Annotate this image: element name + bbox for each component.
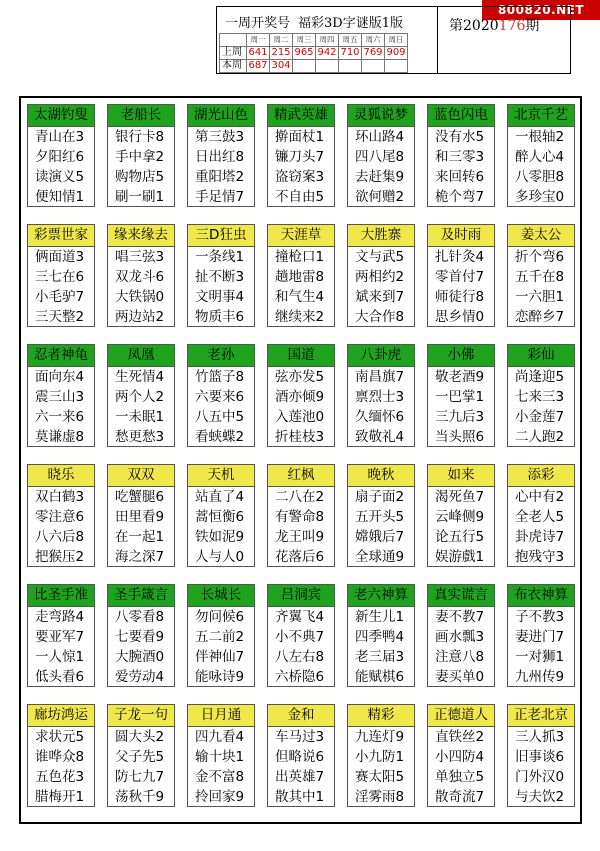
riddle-line: 五开头5 [355,509,405,525]
results-table [219,33,408,73]
draw-number [385,60,408,73]
riddle-line: 散其中1 [275,789,325,805]
riddle-author: 天涯草 [268,225,334,247]
riddle-line: 小四防4 [435,749,485,765]
riddle-author: 湖光山色 [188,105,254,127]
riddle-line: 九州传9 [515,669,565,685]
draw-number: 909 [386,47,406,58]
riddle-line: 唱三弦3 [115,249,165,265]
riddle-line: 老三届3 [355,649,405,665]
riddle-line: 双白鹤3 [35,489,85,505]
riddle-card [427,704,495,807]
riddle-line: 淫雾雨8 [355,789,405,805]
riddle-card [27,344,95,447]
riddle-line: 震三山3 [35,389,85,405]
riddle-card [267,344,335,447]
riddle-line: 圆大头2 [115,729,165,745]
riddle-line: 三人抓3 [515,729,565,745]
riddle-author: 凤凰 [108,345,174,367]
riddle-line: 擀面杖1 [275,129,325,145]
riddle-line: 与夫饮2 [515,789,565,805]
riddle-line: 不自由5 [275,189,325,205]
riddle-line: 铁如泥9 [195,529,245,545]
draw-number: 942 [317,47,337,58]
riddle-author: 灵狐说梦 [348,105,414,127]
riddle-author: 比圣手准 [28,585,94,607]
riddle-line: 银行卡8 [115,129,165,145]
riddle-line: 没有水5 [435,129,485,145]
riddle-line: 低头看6 [35,669,85,685]
riddle-author: 天机 [188,465,254,487]
riddle-author: 老孙 [188,345,254,367]
riddle-card [187,464,255,567]
riddle-line: 拎回家9 [195,789,245,805]
riddle-author: 三D狂虫 [188,225,254,247]
riddle-line: 两个人2 [115,389,165,405]
riddle-line: 折个弯6 [515,249,565,265]
riddle-line: 醉人心4 [515,149,565,165]
riddle-line: 把猴压2 [35,549,85,565]
riddle-card [347,224,415,327]
riddle-line: 六桥隐6 [275,669,325,685]
riddle-card [507,344,575,447]
riddle-line: 直铁丝2 [435,729,485,745]
riddle-line: 入莲池0 [275,409,325,425]
riddle-line: 爱劳动4 [115,669,165,685]
riddle-line: 五千在8 [515,269,565,285]
riddle-line: 八左右8 [275,649,325,665]
riddle-author: 彩票世家 [28,225,94,247]
riddle-line: 小不典7 [275,629,325,645]
riddle-line: 俩面道3 [35,249,85,265]
riddle-card [107,584,175,687]
riddle-line: 师徒行8 [435,289,485,305]
riddle-line: 愁更愁3 [115,429,165,445]
riddle-line: 扯不断3 [195,269,245,285]
riddle-line: 子不教3 [515,609,565,625]
riddle-line: 能咏诗9 [195,669,245,685]
riddle-line: 三天整2 [35,309,85,325]
riddle-card [427,104,495,207]
riddle-line: 竹篮子8 [195,369,245,385]
riddle-line: 二八在2 [275,489,325,505]
draw-number: 304 [271,60,291,71]
riddle-card [267,104,335,207]
riddle-line: 莫谦虚8 [35,429,85,445]
riddle-line: 门外汉0 [515,769,565,785]
riddle-line: 趟地雷8 [275,269,325,285]
riddle-author: 及时雨 [428,225,494,247]
riddle-line: 龙王叫9 [275,529,325,545]
riddle-line: 嫦娥后7 [355,529,405,545]
riddle-card [107,104,175,207]
riddle-line: 读演义5 [35,169,85,185]
riddle-line: 全球通9 [355,549,405,565]
day-header: 周三 [293,34,316,47]
draw-number: 641 [248,47,268,58]
draw-number [362,60,385,73]
riddle-line: 小毛驴7 [35,289,85,305]
riddle-line: 禀烈士3 [355,389,405,405]
riddle-author: 如来 [428,465,494,487]
riddle-line: 日出红8 [195,149,245,165]
riddle-author: 吕洞宾 [268,585,334,607]
riddle-line: 妻买单0 [435,669,485,685]
riddle-line: 画水瓢3 [435,629,485,645]
riddle-line: 一六胆1 [515,289,565,305]
riddle-line: 大合作8 [355,309,405,325]
riddle-line: 去赶集9 [355,169,405,185]
day-header: 周六 [362,34,385,47]
riddle-author: 布衣神算 [508,585,574,607]
riddle-card [27,584,95,687]
riddle-line: 欲何赠2 [355,189,405,205]
riddle-card [347,584,415,687]
riddle-line: 全老人5 [515,509,565,525]
riddle-line: 抱残守3 [515,549,565,565]
riddle-author: 彩仙 [508,345,574,367]
riddle-author: 小佛 [428,345,494,367]
riddle-author: 红枫 [268,465,334,487]
riddle-card [187,584,255,687]
riddle-card [27,704,95,807]
riddle-line: 旧事谈6 [515,749,565,765]
riddle-line: 小九防1 [355,749,405,765]
riddle-author: 子龙一句 [108,705,174,727]
riddle-author: 双双 [108,465,174,487]
riddle-line: 零注意6 [35,509,85,525]
draw-number [339,60,362,73]
riddle-line: 一未眠1 [115,409,165,425]
last-week-row [220,47,408,60]
riddle-line: 夕阳红6 [35,149,85,165]
riddle-line: 斌来到7 [355,289,405,305]
riddle-line: 购物店5 [115,169,165,185]
riddle-line: 刷一刷1 [115,189,165,205]
draw-number: 965 [294,47,314,58]
riddle-line: 四九看4 [195,729,245,745]
riddle-line: 恋醉乡7 [515,309,565,325]
riddle-line: 五色花3 [35,769,85,785]
riddle-line: 环山路4 [355,129,405,145]
riddle-line: 便知情1 [35,189,85,205]
riddle-line: 生死情4 [115,369,165,385]
riddle-line: 荡秋千9 [115,789,165,805]
riddle-author: 北京千艺 [508,105,574,127]
riddle-line: 弦亦发5 [275,369,325,385]
riddle-author: 长城长 [188,585,254,607]
day-header: 周一 [247,34,270,47]
riddle-line: 海之深7 [115,549,165,565]
riddle-line: 但略说6 [275,749,325,765]
riddle-card [507,224,575,327]
riddle-card [187,224,255,327]
weekly-results-panel [216,6,571,74]
riddle-card [187,104,255,207]
riddle-line: 妻进门7 [515,629,565,645]
riddle-line: 扇子面2 [355,489,405,505]
draw-number: 710 [340,47,360,58]
riddle-card [187,344,255,447]
riddle-line: 娱游戲1 [435,549,485,565]
riddle-line: 出英雄7 [275,769,325,785]
riddle-line: 八零看8 [115,609,165,625]
riddle-line: 双龙斗6 [115,269,165,285]
results-left [217,7,438,73]
riddle-line: 桅个弯7 [435,189,485,205]
riddle-line: 多珍宝0 [515,189,565,205]
riddle-line: 大铁锅0 [115,289,165,305]
riddle-line: 四八尾8 [355,149,405,165]
riddle-line: 七要看9 [115,629,165,645]
riddle-line: 二人跑2 [515,429,565,445]
riddle-line: 重阳塔2 [195,169,245,185]
draw-number: 769 [363,47,383,58]
riddle-line: 和三零3 [435,149,485,165]
riddle-line: 第三鼓3 [195,129,245,145]
riddle-line: 久缅怀6 [355,409,405,425]
riddle-line: 尚逢迎5 [515,369,565,385]
riddle-author: 八卦虎 [348,345,414,367]
issue-suffix: 期 [525,18,540,34]
riddle-line: 吃蟹腿6 [115,489,165,505]
draw-number [293,60,316,73]
riddle-card [507,704,575,807]
day-header: 周五 [339,34,362,47]
riddle-author: 蓝色闪电 [428,105,494,127]
riddle-line: 渴死鱼7 [435,489,485,505]
riddle-line: 青山在3 [35,129,85,145]
riddle-line: 来回转6 [435,169,485,185]
draw-number: 215 [271,47,291,58]
riddle-card [427,344,495,447]
riddle-line: 镰刀头7 [275,149,325,165]
issue-number [449,15,539,35]
riddle-card [107,464,175,567]
riddle-card [507,584,575,687]
riddle-line: 走弯路4 [35,609,85,625]
riddle-author: 老船长 [108,105,174,127]
riddle-line: 田里看9 [115,509,165,525]
riddle-line: 小金莲7 [515,409,565,425]
day-header-row [220,34,408,47]
riddle-line: 手中拿2 [115,149,165,165]
riddle-card [427,584,495,687]
riddle-line: 文明事4 [195,289,245,305]
riddle-line: 心中有2 [515,489,565,505]
riddle-line: 八六后8 [35,529,85,545]
riddle-line: 面向东4 [35,369,85,385]
riddle-line: 散奇流7 [435,789,485,805]
riddle-line: 蒿恒衡6 [195,509,245,525]
riddle-card [427,224,495,327]
riddle-line: 三七在6 [35,269,85,285]
riddle-author: 忍者神龟 [28,345,94,367]
riddle-line: 站直了4 [195,489,245,505]
riddle-line: 物质丰6 [195,309,245,325]
riddle-line: 花落后6 [275,549,325,565]
riddle-line: 一根轴2 [515,129,565,145]
riddle-author: 老六神算 [348,585,414,607]
riddle-author: 圣手箴言 [108,585,174,607]
riddle-card [427,464,495,567]
riddle-author: 添彩 [508,465,574,487]
riddle-grid [19,96,582,824]
riddle-line: 有警命8 [275,509,325,525]
riddle-line: 谁哗众8 [35,749,85,765]
riddle-line: 和气生4 [275,289,325,305]
riddle-author: 正德道人 [428,705,494,727]
riddle-line: 金不富8 [195,769,245,785]
riddle-line: 论五行5 [435,529,485,545]
row-label: 上周 [220,47,247,60]
riddle-line: 车马过3 [275,729,325,745]
riddle-card [347,104,415,207]
riddle-line: 一条线1 [195,249,245,265]
riddle-line: 勿问候6 [195,609,245,625]
riddle-line: 齐翼飞4 [275,609,325,625]
riddle-line: 五二前2 [195,629,245,645]
riddle-author: 晓乐 [28,465,94,487]
riddle-line: 手足情7 [195,189,245,205]
riddle-line: 当头照6 [435,429,485,445]
riddle-card [107,224,175,327]
riddle-author: 大胜寨 [348,225,414,247]
riddle-card [507,104,575,207]
riddle-line: 新生儿1 [355,609,405,625]
draw-number: 687 [248,60,268,71]
day-header: 周四 [316,34,339,47]
riddle-line: 九连灯9 [355,729,405,745]
riddle-line: 伴神仙7 [195,649,245,665]
issue-prefix: 第2020 [449,18,499,34]
riddle-author: 姜太公 [508,225,574,247]
riddle-line: 盗窃案3 [275,169,325,185]
riddle-author: 缘来缘去 [108,225,174,247]
riddle-line: 酒亦倾9 [275,389,325,405]
riddle-line: 要亚军7 [35,629,85,645]
riddle-card [267,584,335,687]
riddle-card [27,224,95,327]
riddle-author: 金和 [268,705,334,727]
riddle-author: 精武英雄 [268,105,334,127]
this-week-row [220,60,408,73]
riddle-line: 求状元5 [35,729,85,745]
riddle-line: 思乡情0 [435,309,485,325]
riddle-card [27,464,95,567]
riddle-line: 卦虎诗7 [515,529,565,545]
riddle-author: 精彩 [348,705,414,727]
riddle-line: 三九后3 [435,409,485,425]
riddle-line: 八零胆8 [515,169,565,185]
riddle-line: 致敬礼4 [355,429,405,445]
subtitle-text: 福彩3D字谜版1版 [298,16,403,31]
riddle-card [267,704,335,807]
riddle-line: 八五中5 [195,409,245,425]
riddle-line: 父子先5 [115,749,165,765]
riddle-author: 正老北京 [508,705,574,727]
riddle-line: 四季鸭4 [355,629,405,645]
riddle-line: 撞枪口1 [275,249,325,265]
riddle-card [27,104,95,207]
riddle-card [107,704,175,807]
riddle-line: 注意八8 [435,649,485,665]
riddle-card [347,704,415,807]
panel-title [225,12,403,31]
riddle-author: 国道 [268,345,334,367]
draw-number [316,60,339,73]
riddle-line: 七来三3 [515,389,565,405]
riddle-line: 一巴掌1 [435,389,485,405]
riddle-card [107,344,175,447]
riddle-author: 真实谎言 [428,585,494,607]
riddle-line: 在一起1 [115,529,165,545]
riddle-line: 一对狮1 [515,649,565,665]
riddle-card [267,464,335,567]
riddle-line: 一人惊1 [35,649,85,665]
riddle-line: 人与人0 [195,549,245,565]
riddle-line: 南昌旗7 [355,369,405,385]
riddle-line: 单独立5 [435,769,485,785]
row-label: 本周 [220,60,247,73]
riddle-line: 赛太阳5 [355,769,405,785]
riddle-line: 文与武5 [355,249,405,265]
riddle-line: 云峰侧9 [435,509,485,525]
riddle-author: 廊坊鸿运 [28,705,94,727]
day-header: 周日 [385,34,408,47]
riddle-line: 腊梅开1 [35,789,85,805]
riddle-author: 太湖钓叟 [28,105,94,127]
riddle-line: 两边站2 [115,309,165,325]
riddle-card [347,464,415,567]
riddle-line: 折桂枝3 [275,429,325,445]
riddle-line: 六一来6 [35,409,85,425]
riddle-author: 日月通 [188,705,254,727]
riddle-line: 防七九7 [115,769,165,785]
riddle-line: 两相约2 [355,269,405,285]
day-header: 周二 [270,34,293,47]
title-text: 一周开奖号 [225,16,291,31]
watermark: 800820.NET [482,0,600,20]
riddle-line: 能赋棋6 [355,669,405,685]
riddle-card [267,224,335,327]
riddle-line: 看蛱蝶2 [195,429,245,445]
riddle-card [507,464,575,567]
issue-value: 176 [498,18,526,34]
riddle-line: 六要来6 [195,389,245,405]
riddle-line: 输十块1 [195,749,245,765]
riddle-author: 晚秋 [348,465,414,487]
riddle-line: 扎针灸4 [435,249,485,265]
riddle-line: 敬老酒9 [435,369,485,385]
riddle-line: 妻不教7 [435,609,485,625]
riddle-card [347,344,415,447]
corner-cell [220,34,247,47]
riddle-line: 继续来2 [275,309,325,325]
riddle-line: 零首付7 [435,269,485,285]
riddle-card [187,704,255,807]
riddle-line: 大腕酒0 [115,649,165,665]
